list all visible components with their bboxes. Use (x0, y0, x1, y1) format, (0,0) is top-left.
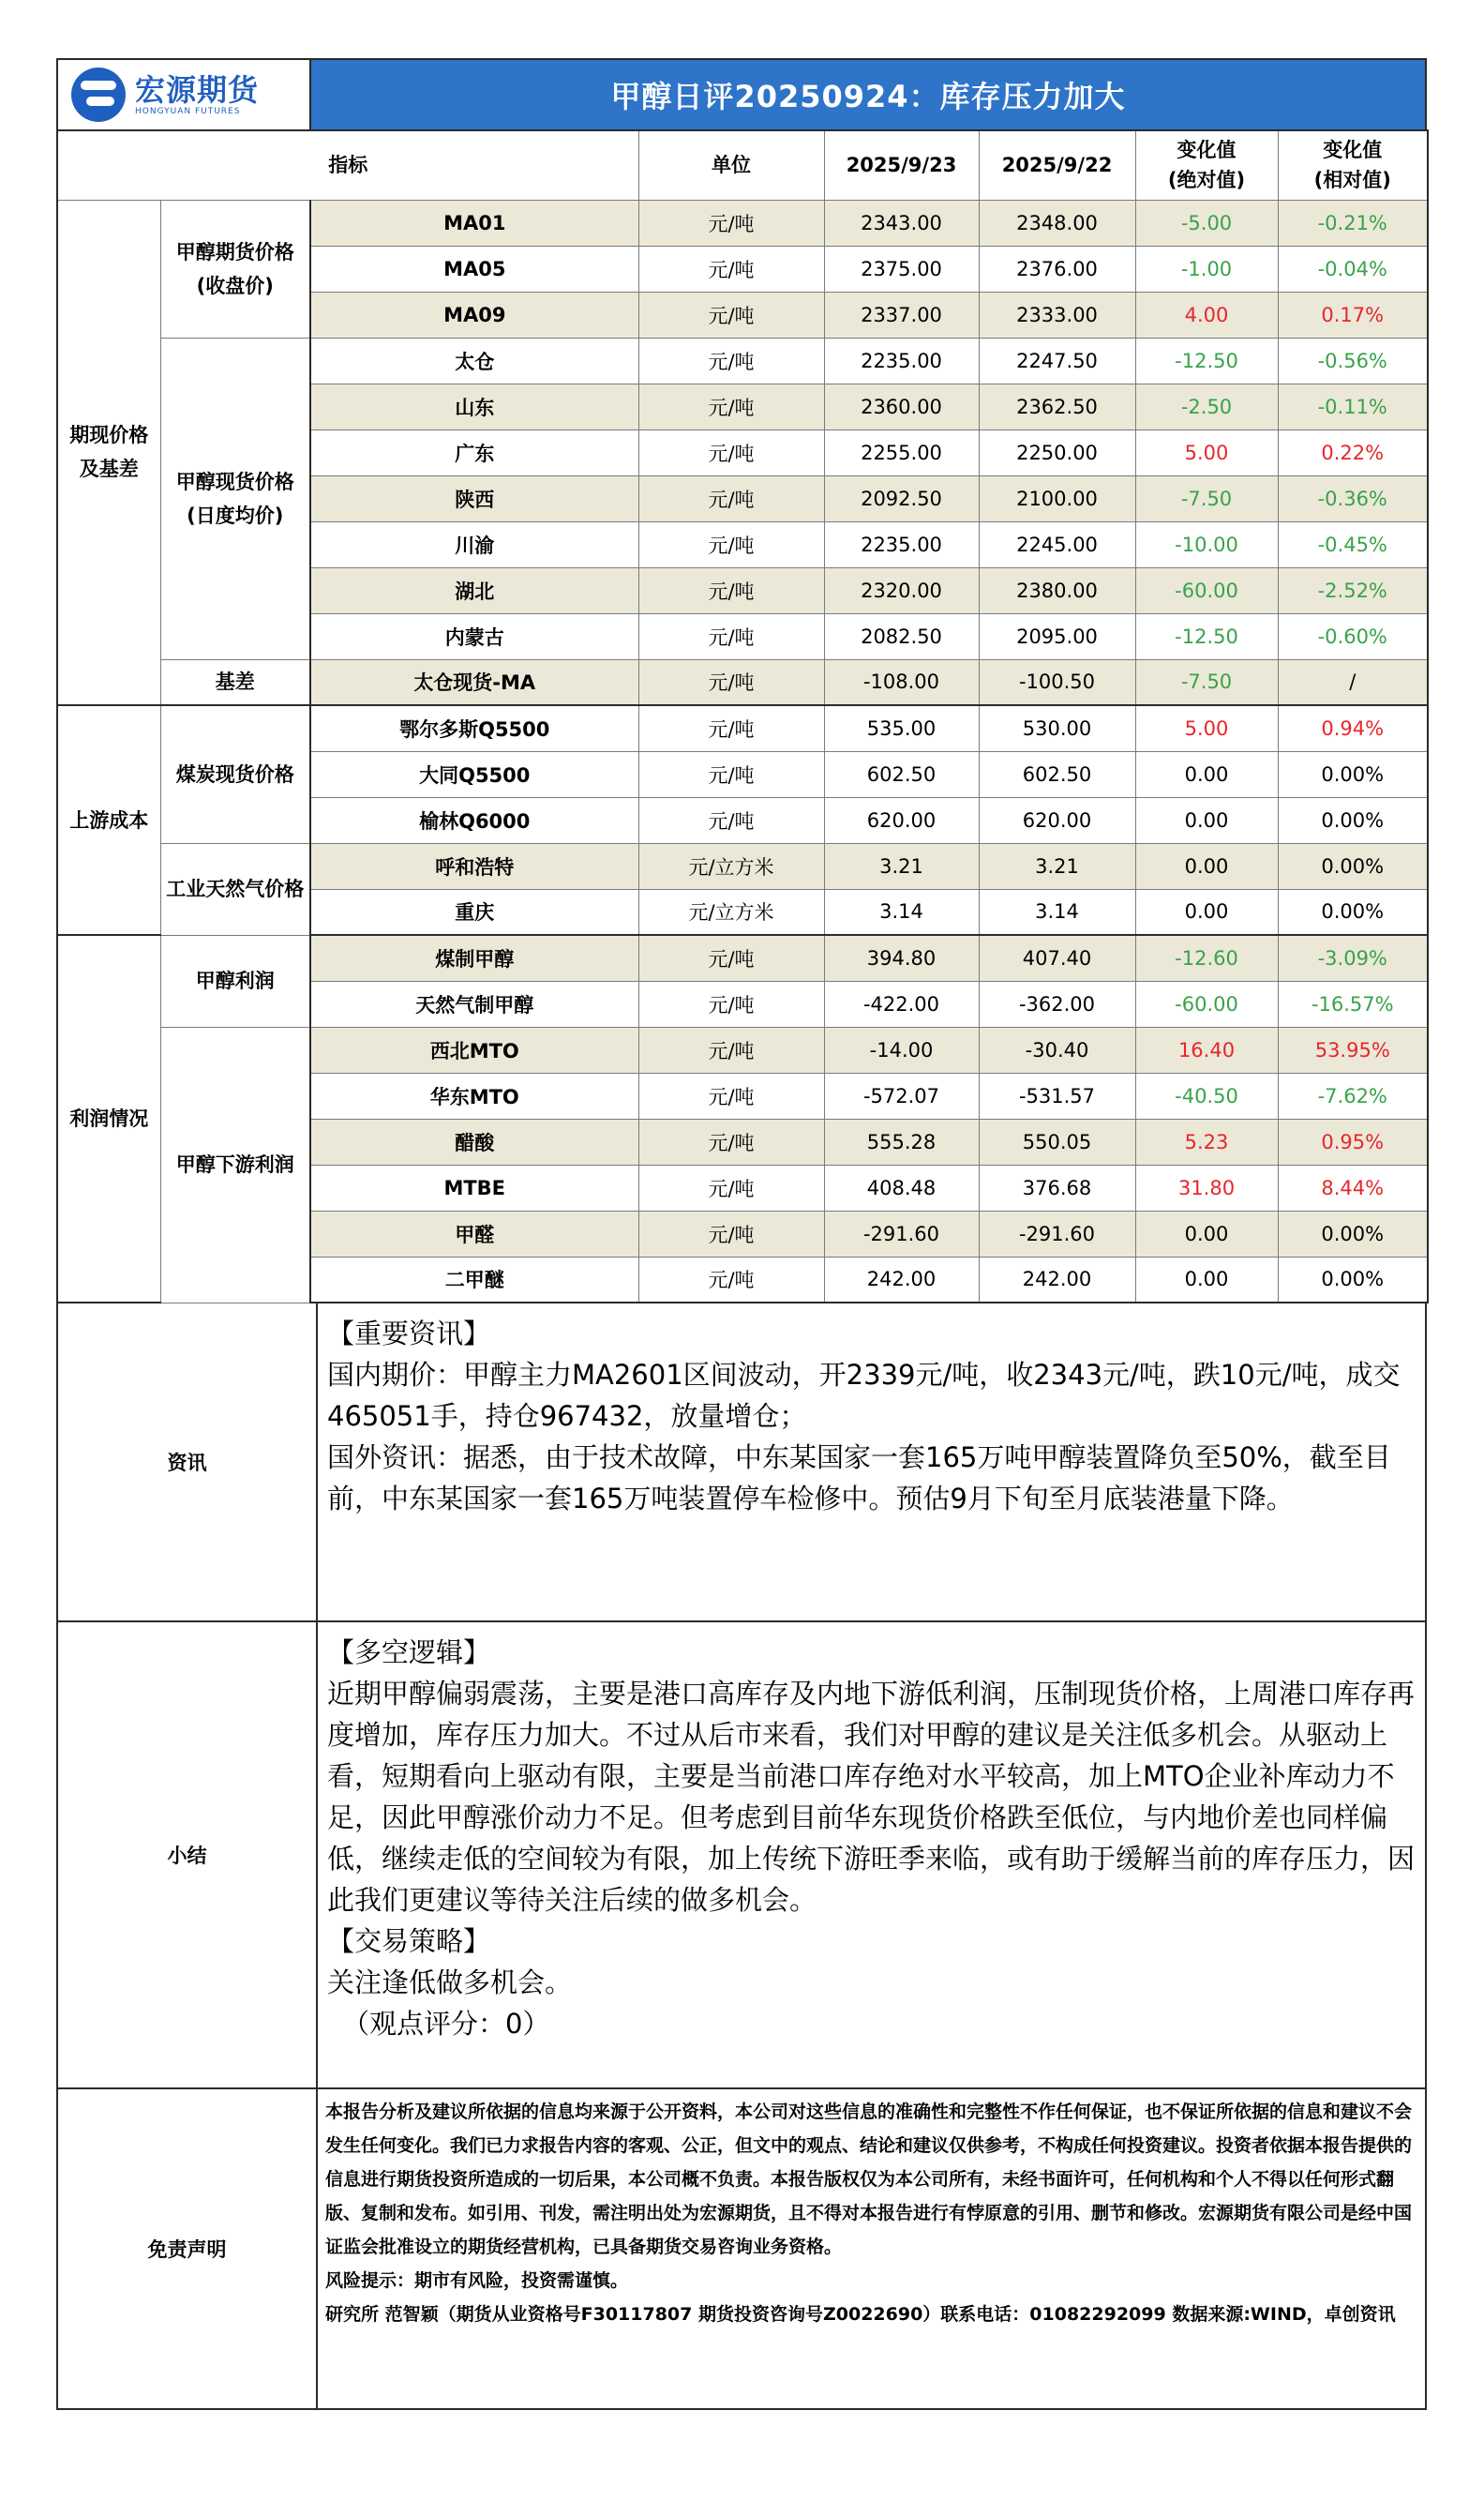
value-date2: 2362.50 (979, 384, 1135, 429)
indicator-name: 煤制甲醇 (310, 935, 638, 981)
unit-cell: 元/吨 (638, 981, 824, 1027)
value-date2: 530.00 (979, 705, 1135, 751)
summary-label: 小结 (58, 1622, 318, 2087)
unit-cell: 元/吨 (638, 1257, 824, 1303)
value-date2: 550.05 (979, 1119, 1135, 1165)
value-date2: 602.50 (979, 751, 1135, 797)
unit-cell: 元/立方米 (638, 889, 824, 935)
news-domestic: 国内期价：甲醇主力MA2601区间波动，开2339元/吨，收2343元/吨，跌10元/吨，成交465051手，持仓967432，放量增仓； (327, 1359, 1401, 1432)
indicator-name: 华东MTO (310, 1073, 638, 1119)
abs-change: -60.00 (1135, 567, 1278, 613)
table-row (57, 843, 1428, 889)
col-header-date2: 2025/9/22 (979, 130, 1135, 200)
subcategory-label: 甲醇期货价格 (收盘价) (160, 200, 310, 338)
unit-cell: 元/吨 (638, 751, 824, 797)
subcategory-label: 煤炭现货价格 (160, 705, 310, 843)
indicator-name: 太仓 (310, 338, 638, 384)
table-row (57, 705, 1428, 751)
indicator-name: 榆林Q6000 (310, 797, 638, 843)
unit-cell: 元/吨 (638, 613, 824, 659)
value-date2: 407.40 (979, 935, 1135, 981)
value-date2: 2333.00 (979, 292, 1135, 338)
col-header-abs-change: 变化值 (绝对值) (1135, 130, 1278, 200)
category-label: 利润情况 (57, 935, 160, 1303)
abs-change: 0.00 (1135, 889, 1278, 935)
indicator-name: 呼和浩特 (310, 843, 638, 889)
unit-cell: 元/吨 (638, 338, 824, 384)
rel-change: / (1278, 659, 1428, 705)
abs-change: -12.60 (1135, 935, 1278, 981)
unit-cell: 元/吨 (638, 429, 824, 475)
abs-change: 5.23 (1135, 1119, 1278, 1165)
rel-change: -0.45% (1278, 521, 1428, 567)
summary-logic-heading: 【多空逻辑】 (327, 1636, 491, 1668)
indicator-name: 陕西 (310, 475, 638, 521)
indicator-name: 川渝 (310, 521, 638, 567)
value-date2: -30.40 (979, 1027, 1135, 1073)
rel-change: -0.36% (1278, 475, 1428, 521)
abs-change: -2.50 (1135, 384, 1278, 429)
value-date2: 242.00 (979, 1257, 1135, 1303)
value-date1: -422.00 (824, 981, 979, 1027)
table-row (57, 935, 1428, 981)
summary-strategy-heading: 【交易策略】 (327, 1925, 491, 1957)
value-date1: 408.48 (824, 1165, 979, 1211)
unit-cell: 元/吨 (638, 705, 824, 751)
value-date1: 620.00 (824, 797, 979, 843)
rel-change: 0.22% (1278, 429, 1428, 475)
unit-cell: 元/吨 (638, 521, 824, 567)
value-date2: 620.00 (979, 797, 1135, 843)
value-date1: 555.28 (824, 1119, 979, 1165)
subcategory-label: 甲醇利润 (160, 935, 310, 1027)
table-row (57, 200, 1428, 246)
indicator-name: 内蒙古 (310, 613, 638, 659)
value-date1: 2360.00 (824, 384, 979, 429)
abs-change: -7.50 (1135, 659, 1278, 705)
rel-change: -0.60% (1278, 613, 1428, 659)
company-logo (58, 60, 311, 129)
value-date1: 2235.00 (824, 338, 979, 384)
value-date2: -362.00 (979, 981, 1135, 1027)
value-date1: 2255.00 (824, 429, 979, 475)
disclaimer-text: 本报告分析及建议所依据的信息均来源于公开资料，本公司对这些信息的准确性和完整性不作任何保证，也不保证所依据的信息和建议不会发生任何变化。我们已力求报告内容的客观、公正，但文中的观点、结论和建议仅供参考，不构成任何投资建议。投资者依据本报告提供的信息进行期货投资所造成的一切后果，本公司概不负责。本报告版权仅为本公司所有，未经书面许可，任何机构和个人不得以任何形式翻版、复制和发布。如引用、刊发，需注明出处为宏源期货，且不得对本报告进行有悖原意的引用、删节和修改。宏源期货有限公司是经中国证监会批准设立的期货经营机构，已具备期货交易咨询业务资格。 (325, 2102, 1413, 2257)
abs-change: -5.00 (1135, 200, 1278, 246)
rel-change: 0.00% (1278, 1211, 1428, 1257)
rel-change: -16.57% (1278, 981, 1428, 1027)
abs-change: 0.00 (1135, 751, 1278, 797)
unit-cell: 元/立方米 (638, 843, 824, 889)
abs-change: -10.00 (1135, 521, 1278, 567)
subcategory-label: 工业天然气价格 (160, 843, 310, 935)
news-section (56, 1303, 1427, 1622)
unit-cell: 元/吨 (638, 567, 824, 613)
value-date1: 2235.00 (824, 521, 979, 567)
rel-change: -0.04% (1278, 246, 1428, 292)
rel-change: 0.00% (1278, 889, 1428, 935)
indicator-table (56, 129, 1429, 1303)
unit-cell: 元/吨 (638, 1165, 824, 1211)
unit-cell: 元/吨 (638, 292, 824, 338)
unit-cell: 元/吨 (638, 384, 824, 429)
rel-change: 8.44% (1278, 1165, 1428, 1211)
rel-change: 0.00% (1278, 751, 1428, 797)
report-page (56, 58, 1427, 2410)
abs-change: -1.00 (1135, 246, 1278, 292)
value-date2: 3.14 (979, 889, 1135, 935)
abs-change: -12.50 (1135, 613, 1278, 659)
disclaimer-content (318, 2089, 1425, 2408)
rel-change: -3.09% (1278, 935, 1428, 981)
value-date2: 3.21 (979, 843, 1135, 889)
value-date2: 2250.00 (979, 429, 1135, 475)
unit-cell: 元/吨 (638, 935, 824, 981)
value-date1: -572.07 (824, 1073, 979, 1119)
report-header (56, 58, 1427, 129)
unit-cell: 元/吨 (638, 1073, 824, 1119)
unit-cell: 元/吨 (638, 246, 824, 292)
logo-mark-icon (71, 68, 126, 122)
value-date1: -108.00 (824, 659, 979, 705)
indicator-name: MTBE (310, 1165, 638, 1211)
abs-change: -40.50 (1135, 1073, 1278, 1119)
rel-change: -2.52% (1278, 567, 1428, 613)
unit-cell: 元/吨 (638, 1211, 824, 1257)
value-date1: 602.50 (824, 751, 979, 797)
value-date2: 2247.50 (979, 338, 1135, 384)
value-date2: 2376.00 (979, 246, 1135, 292)
abs-change: 0.00 (1135, 797, 1278, 843)
value-date1: 2092.50 (824, 475, 979, 521)
value-date2: 2380.00 (979, 567, 1135, 613)
abs-change: 4.00 (1135, 292, 1278, 338)
category-label: 期现价格 及基差 (57, 200, 160, 705)
value-date2: 2100.00 (979, 475, 1135, 521)
rel-change: 0.95% (1278, 1119, 1428, 1165)
col-header-unit: 单位 (638, 130, 824, 200)
indicator-name: 鄂尔多斯Q5500 (310, 705, 638, 751)
value-date1: -291.60 (824, 1211, 979, 1257)
abs-change: 16.40 (1135, 1027, 1278, 1073)
value-date2: 376.68 (979, 1165, 1135, 1211)
value-date1: 2343.00 (824, 200, 979, 246)
rel-change: -0.11% (1278, 384, 1428, 429)
abs-change: 0.00 (1135, 1257, 1278, 1303)
unit-cell: 元/吨 (638, 1119, 824, 1165)
indicator-name: MA09 (310, 292, 638, 338)
rel-change: 53.95% (1278, 1027, 1428, 1073)
rel-change: 0.17% (1278, 292, 1428, 338)
indicator-name: 湖北 (310, 567, 638, 613)
abs-change: 31.80 (1135, 1165, 1278, 1211)
news-heading: 【重要资讯】 (327, 1318, 491, 1349)
summary-strategy-text: 关注逢低做多机会。 (327, 1966, 573, 1998)
table-row (57, 338, 1428, 384)
disclaimer-section (56, 2089, 1427, 2410)
unit-cell: 元/吨 (638, 797, 824, 843)
rel-change: -0.21% (1278, 200, 1428, 246)
summary-content (318, 1622, 1425, 2087)
summary-section (56, 1622, 1427, 2089)
indicator-name: 甲醛 (310, 1211, 638, 1257)
unit-cell: 元/吨 (638, 659, 824, 705)
indicator-name: 广东 (310, 429, 638, 475)
value-date1: 394.80 (824, 935, 979, 981)
rel-change: 0.00% (1278, 843, 1428, 889)
value-date2: -531.57 (979, 1073, 1135, 1119)
report-title: 甲醇日评20250924：库存压力加大 (311, 60, 1425, 129)
value-date1: 242.00 (824, 1257, 979, 1303)
logo-name-en: HONGYUAN FUTURES (135, 107, 241, 116)
rel-change: -0.56% (1278, 338, 1428, 384)
subcategory-label: 甲醇下游利润 (160, 1027, 310, 1303)
news-label: 资讯 (58, 1303, 318, 1620)
news-foreign: 国外资讯：据悉，由于技术故障，中东某国家一套165万吨甲醇装置降负至50%，截至目前，中东某国家一套165万吨装置停车检修中。预估9月下旬至月底装港量下降。 (327, 1441, 1391, 1514)
value-date2: 2348.00 (979, 200, 1135, 246)
abs-change: -12.50 (1135, 338, 1278, 384)
value-date2: 2095.00 (979, 613, 1135, 659)
value-date1: 3.14 (824, 889, 979, 935)
col-header-rel-change: 变化值 (相对值) (1278, 130, 1428, 200)
rel-change: 0.00% (1278, 797, 1428, 843)
risk-warning: 风险提示：期市有风险，投资需谨慎。 (325, 2270, 629, 2291)
news-content (318, 1303, 1425, 1620)
indicator-name: 醋酸 (310, 1119, 638, 1165)
table-header-row (57, 130, 1428, 200)
value-date1: 2082.50 (824, 613, 979, 659)
indicator-name: MA05 (310, 246, 638, 292)
value-date1: 535.00 (824, 705, 979, 751)
value-date2: 2245.00 (979, 521, 1135, 567)
abs-change: 5.00 (1135, 429, 1278, 475)
value-date1: 2375.00 (824, 246, 979, 292)
unit-cell: 元/吨 (638, 475, 824, 521)
subcategory-label: 基差 (160, 659, 310, 705)
abs-change: -7.50 (1135, 475, 1278, 521)
value-date1: 2337.00 (824, 292, 979, 338)
abs-change: 5.00 (1135, 705, 1278, 751)
summary-logic-text: 近期甲醇偏弱震荡，主要是港口高库存及内地下游低利润，压制现货价格，上周港口库存再度增加，库存压力加大。不过从后市来看，我们对甲醇的建议是关注低多机会。从驱动上看，短期看向上驱动有限，主要是当前港口库存绝对水平较高，加上MTO企业补库动力不足，因此甲醇涨价动力不足。但考虑到目前华东现货价格跌至低位，与内地价差也同样偏低，继续走低的空间较为有限，加上传统下游旺季来临，或有助于缓解当前的库存压力，因此我们更建议等待关注后续的做多机会。 (327, 1678, 1416, 1916)
unit-cell: 元/吨 (638, 200, 824, 246)
disclaimer-label: 免责声明 (58, 2089, 318, 2408)
table-row (57, 659, 1428, 705)
rel-change: 0.94% (1278, 705, 1428, 751)
category-label: 上游成本 (57, 705, 160, 935)
subcategory-label: 甲醇现货价格 (日度均价) (160, 338, 310, 659)
abs-change: 0.00 (1135, 1211, 1278, 1257)
unit-cell: 元/吨 (638, 1027, 824, 1073)
col-header-date1: 2025/9/23 (824, 130, 979, 200)
indicator-name: 大同Q5500 (310, 751, 638, 797)
abs-change: 0.00 (1135, 843, 1278, 889)
rel-change: 0.00% (1278, 1257, 1428, 1303)
logo-name-cn: 宏源期货 (135, 72, 260, 108)
value-date1: -14.00 (824, 1027, 979, 1073)
indicator-name: 太仓现货-MA (310, 659, 638, 705)
indicator-name: 二甲醚 (310, 1257, 638, 1303)
summary-score: （观点评分：0） (342, 2008, 550, 2040)
indicator-name: 山东 (310, 384, 638, 429)
value-date1: 3.21 (824, 843, 979, 889)
indicator-name: 重庆 (310, 889, 638, 935)
indicator-name: 天然气制甲醇 (310, 981, 638, 1027)
abs-change: -60.00 (1135, 981, 1278, 1027)
rel-change: -7.62% (1278, 1073, 1428, 1119)
col-header-indicator: 指标 (57, 130, 638, 200)
indicator-name: 西北MTO (310, 1027, 638, 1073)
table-row (57, 1027, 1428, 1073)
analyst-info: 研究所 范智颖（期货从业资格号F30117807 期货投资咨询号Z0022690）联系电话：01082292099 数据来源:WIND，卓创资讯 (325, 2304, 1396, 2325)
value-date2: -100.50 (979, 659, 1135, 705)
value-date1: 2320.00 (824, 567, 979, 613)
indicator-name: MA01 (310, 200, 638, 246)
value-date2: -291.60 (979, 1211, 1135, 1257)
